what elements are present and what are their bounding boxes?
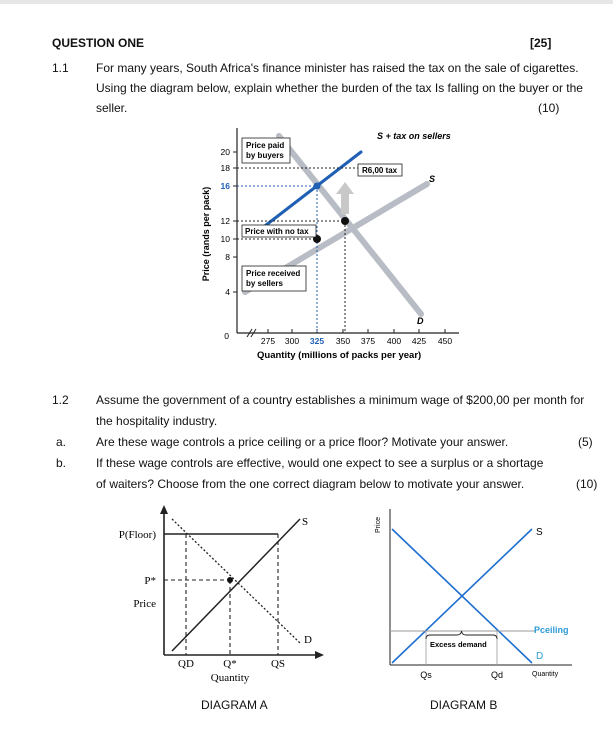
label-qd: QD — [178, 658, 194, 670]
excess-demand-bracket — [426, 631, 497, 639]
diagram-a-equilibrium-point — [227, 577, 233, 583]
x-tick-300: 300 — [284, 336, 300, 346]
label-supply: S — [429, 174, 436, 184]
x-tick-325: 325 — [309, 336, 325, 346]
x-tick-350: 350 — [335, 336, 351, 346]
y-tick-16: 16 — [220, 181, 230, 191]
y-tick-8: 8 — [225, 252, 230, 262]
q12-number: 1.2 — [52, 393, 69, 407]
diagram-b-qs-label: Qs — [420, 670, 432, 680]
q12-line2: the hospitality industry. — [96, 414, 218, 428]
y-tick-10: 10 — [220, 234, 230, 244]
y-tick-12: 12 — [220, 216, 230, 226]
label-tax-amount: R6,00 tax — [362, 166, 398, 175]
label-demand: D — [417, 316, 424, 326]
q12-line1: Assume the government of a country establishes a minimum wage of $200,00 per month for — [96, 393, 585, 407]
label-price-paid-1: Price paid — [246, 141, 285, 150]
label-quantity: Quantity — [210, 672, 250, 684]
q12a-marks: (5) — [578, 435, 593, 449]
origin-label: 0 — [224, 331, 229, 341]
diagram-b-d-label: D — [536, 651, 544, 662]
y-axis-title: Price (rands per pack) — [201, 186, 211, 282]
cigarette-tax-diagram — [195, 124, 470, 369]
top-bar — [0, 0, 613, 4]
label-supply-plus-tax: S + tax on sellers — [377, 131, 451, 141]
x-tick-450: 450 — [437, 336, 453, 346]
x-tick-400: 400 — [386, 336, 402, 346]
diagram-a-supply-curve — [172, 519, 300, 651]
x-axis-title: Quantity (millions of packs per year) — [257, 350, 422, 361]
label-price-received-2: by sellers — [246, 279, 283, 288]
excess-demand-label: Excess demand — [430, 640, 487, 649]
x-axis-arrow-icon — [315, 651, 324, 659]
question-title: QUESTION ONE — [52, 36, 145, 50]
label-pfloor: P(Floor) — [118, 529, 156, 541]
diagram-a — [100, 503, 330, 688]
q11-line1: For many years, South Africa's finance minister has raised the tax on the sale of cigarettes. — [96, 61, 579, 75]
diagram-b-s-label: S — [536, 527, 543, 538]
q11-marks: (10) — [538, 101, 560, 115]
q11-line3: seller. — [96, 101, 128, 115]
y-axis-arrow-icon — [160, 505, 168, 514]
question-total-marks: [25] — [530, 36, 552, 50]
label-price-no-tax: Price with no tax — [245, 227, 309, 236]
price-paid-point — [314, 183, 321, 190]
no-tax-equilibrium-point — [341, 217, 349, 225]
diagram-b-quantity-label: Quantity — [532, 671, 559, 678]
q12b-line2: of waiters? Choose from the one correct diagram below to motivate your answer. — [96, 477, 525, 491]
x-tick-275: 275 — [260, 336, 276, 346]
q12b-label: b. — [56, 456, 67, 470]
diagram-b-qd-label: Qd — [490, 670, 504, 680]
diagram-b-caption: DIAGRAM B — [430, 698, 498, 712]
label-price: Price — [133, 598, 156, 610]
q12b-line1: If these wage controls are effective, would one expect to see a surplus or a shortage — [96, 456, 544, 470]
q11-line2: Using the diagram below, explain whether the burden of the tax Is falling on the buyer or the — [96, 81, 583, 95]
label-qstar: Q* — [223, 658, 237, 670]
diagram-a-demand-curve — [172, 519, 300, 643]
label-price-paid-2: by buyers — [246, 151, 284, 160]
q12a-label: a. — [56, 435, 67, 449]
y-tick-20: 20 — [220, 147, 230, 157]
q11-number: 1.1 — [52, 61, 69, 75]
y-tick-18: 18 — [220, 163, 230, 173]
label-qs: QS — [270, 658, 286, 670]
diagram-b-price-label: Price — [375, 517, 382, 533]
label-price-received-1: Price received — [246, 269, 301, 278]
label-pstar: P* — [144, 575, 156, 587]
q12b-marks: (10) — [576, 477, 598, 491]
label-d: D — [304, 634, 312, 646]
diagram-b — [366, 503, 581, 683]
q12a-text: Are these wage controls a price ceiling or a price floor? Motivate your answer. — [96, 435, 509, 449]
x-tick-375: 375 — [360, 336, 376, 346]
x-tick-425: 425 — [411, 336, 427, 346]
label-s: S — [302, 516, 309, 528]
pceiling-label: Pceiling — [534, 625, 569, 635]
diagram-a-caption: DIAGRAM A — [201, 698, 268, 712]
y-tick-4: 4 — [225, 287, 230, 297]
